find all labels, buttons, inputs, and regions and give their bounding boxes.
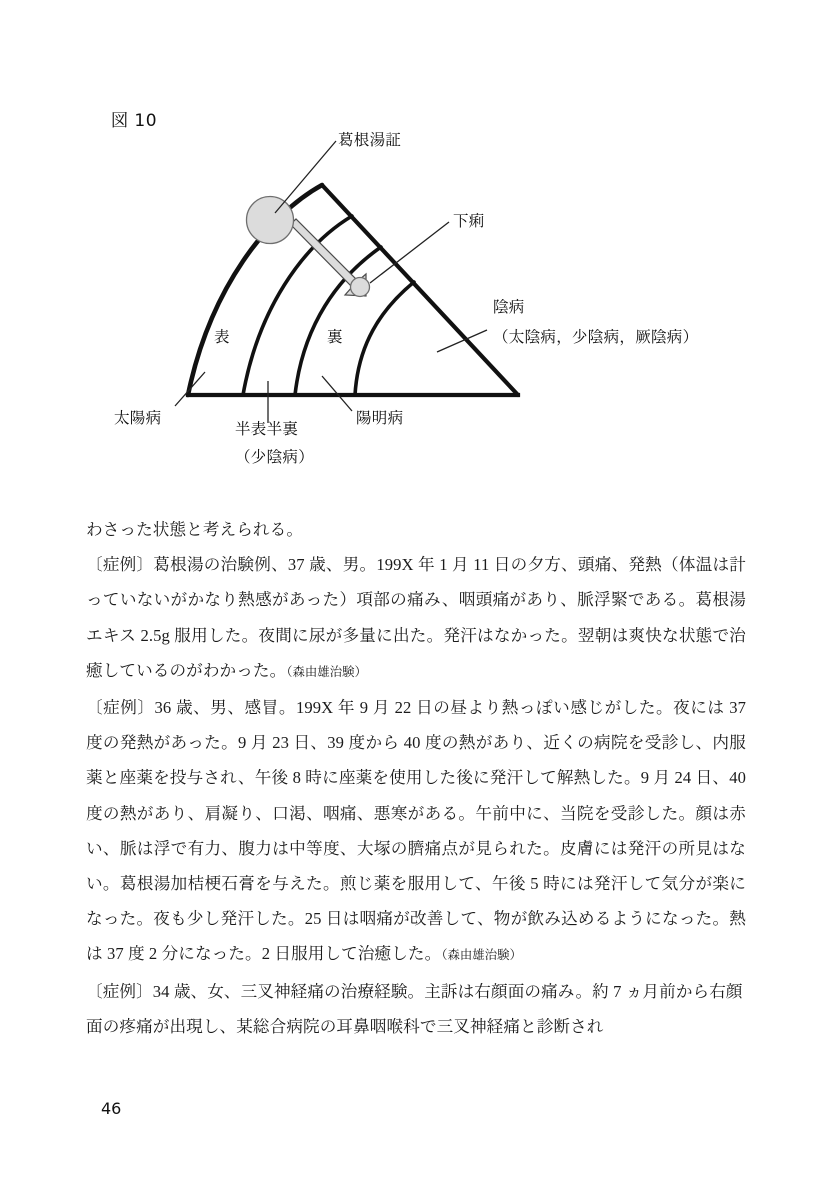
attribution-1: （森由雄治験）	[286, 664, 367, 679]
body-text	[86, 512, 746, 1044]
label-in-byo-detail: （太陰病，少陰病，厥陰病）	[493, 328, 699, 346]
attribution-2: （森由雄治験）	[441, 948, 522, 963]
paragraph-0: わさった状態と考えられる。	[86, 520, 304, 539]
diagram-arc-1	[243, 216, 352, 395]
label-hyo: 表	[214, 328, 230, 346]
label-shoyin-byo: （少陰病）	[235, 448, 315, 466]
page-number: 46	[101, 1099, 122, 1118]
label-geri: 下痢	[453, 212, 485, 230]
label-hanpyo-hanri: 半表半裏	[235, 420, 299, 438]
diagram-arc-3	[355, 282, 414, 395]
label-in-byo: 陰病	[493, 298, 525, 316]
label-ri: 裏	[327, 328, 343, 346]
paragraph-2	[86, 690, 746, 974]
label-kakkonto-sho: 葛根湯証	[338, 131, 402, 149]
paragraph-1-text: 〔症例〕葛根湯の治験例、37 歳、男。199X 年 1 月 11 日の夕方、頭痛、発熱（体温は計っていないがかなり熱感があった）項部の痛み、咽頭痛があり、脈浮緊である。葛根湯エキス 2.5g 服用した。夜間に尿が多量に出た。発汗はなかった。翌朝は爽快な状態で治癒しているのがわかった。	[86, 555, 746, 680]
figure-caption: 図 10	[111, 111, 158, 131]
figure-10	[0, 0, 830, 500]
paragraph-2-text: 〔症例〕36 歳、男、感冒。199X 年 9 月 22 日の昼より熱っぽい感じがした。夜には 37 度の発熱があった。9 月 23 日、39 度から 40 度の熱があり、近くの病院を受診し、内服薬と座薬を投与され、午後 8 時に座薬を使用した後に発汗して解熱した。9 月 24 日、40 度の熱があり、肩凝り、口渇、咽痛、悪寒がある。午前中に、当院を受診した。顔は赤い、脈は浮で有力、腹力は中等度、大塚の臍痛点が見られた。皮膚には発汗の所見はない。葛根湯加桔梗石膏を与えた。煎じ薬を服用して、午後 5 時には発汗して気分が楽になった。夜も少し発汗した。25 日は咽痛が改善して、物が飲み込めるようになった。熱は 37 度 2 分になった。2 日服用して治癒した。	[86, 698, 746, 964]
leader-line-geri	[370, 222, 449, 283]
figure-diagram	[0, 0, 830, 500]
paragraph-3: 〔症例〕34 歳、女、三叉神経痛の治療経験。主訴は右顔面の痛み。約 7 ヵ月前から右顔面の疼痛が出現し、某総合病院の耳鼻咽喉科で三叉神経痛と診断され	[86, 981, 743, 1036]
paragraph-1	[86, 547, 746, 690]
kakkonto-sho-marker	[247, 197, 294, 244]
geri-marker	[351, 278, 370, 297]
label-yomei-byo: 陽明病	[356, 409, 404, 427]
label-taiyo-byo: 太陽病	[114, 409, 162, 427]
leader-line-kakkonto-sho	[275, 141, 336, 213]
